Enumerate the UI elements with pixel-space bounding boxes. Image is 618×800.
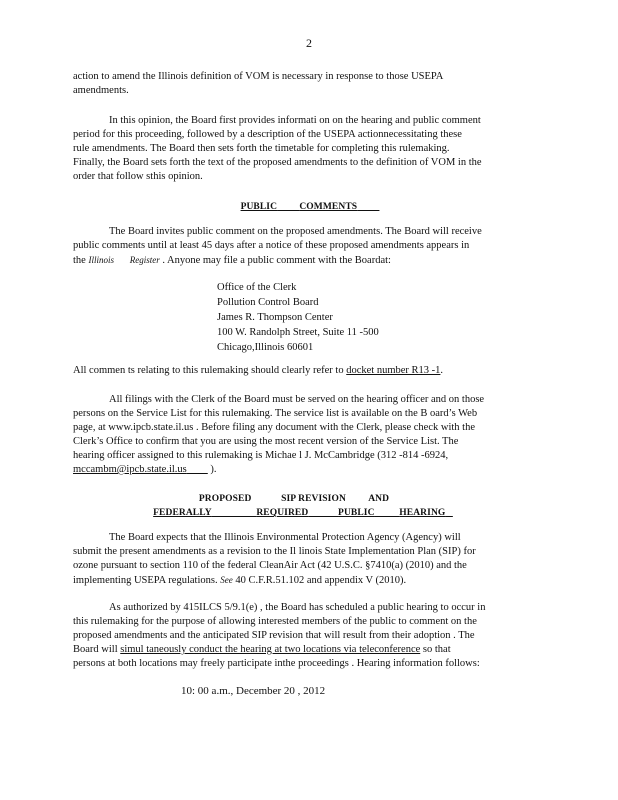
overview-line: period for this proceeding, followed by a description of the USEPA actionnecessitating these bbox=[73, 129, 462, 140]
email-underline-gap bbox=[187, 464, 208, 475]
address-line: James R. Thompson Center bbox=[217, 312, 333, 323]
address-line: 100 W. Randolph Street, Suite 11 -500 bbox=[217, 327, 379, 338]
heading-gap bbox=[308, 508, 338, 518]
sip-heading-line2 bbox=[0, 506, 612, 520]
docket-number: docket number R13 -1 bbox=[346, 365, 441, 376]
heading-gap bbox=[277, 202, 299, 212]
heading-word: PROPOSED bbox=[198, 494, 252, 504]
page-number: 2 bbox=[306, 36, 312, 50]
hearing-line bbox=[73, 643, 541, 657]
docket-paragraph bbox=[73, 364, 541, 378]
sip-heading-line1 bbox=[0, 492, 618, 506]
docket-text: . bbox=[440, 365, 444, 376]
heading-gap bbox=[375, 508, 400, 518]
heading-gap bbox=[445, 508, 452, 518]
register-italic: Illinois bbox=[88, 255, 114, 265]
filings-line: hearing officer assigned to this rulemaking is Michae l J. McCambridge (312 -814 -6924, bbox=[73, 450, 449, 461]
public-comments-heading bbox=[0, 200, 618, 214]
filings-text: ). bbox=[207, 464, 217, 475]
docket-line bbox=[73, 364, 541, 378]
comments-line: The Board invites public comment on the proposed amendments. The Board will receive bbox=[109, 226, 482, 237]
filings-paragraph bbox=[73, 393, 541, 477]
docket-text: All commen ts relating to this rulemaking should clearly refer to bbox=[73, 365, 347, 376]
hearing-underlined: simul taneously conduct the hearing at two locations via teleconference bbox=[120, 644, 421, 655]
heading-word: FEDERALLY bbox=[153, 508, 212, 518]
overview-line: rule amendments. The Board then sets forth the timetable for completing this rulemaking. bbox=[73, 143, 450, 154]
heading-word: REQUIRED bbox=[256, 508, 309, 518]
address-line: Chicago,Illinois 60601 bbox=[217, 342, 314, 353]
sip-paragraph bbox=[73, 531, 541, 588]
overview-line: Finally, the Board sets forth the text of the proposed amendments to the definition of VOM in the bbox=[73, 157, 482, 168]
email-link[interactable]: mccambm@ipcb.state.il.us bbox=[73, 464, 187, 475]
address-line: Pollution Control Board bbox=[217, 297, 319, 308]
filings-line: All filings with the Clerk of the Board must be served on the hearing officer and on those bbox=[109, 394, 485, 405]
public-comments-paragraph bbox=[73, 225, 541, 268]
comments-line: public comments until at least 45 days after a notice of these proposed amendments appears in bbox=[73, 240, 470, 251]
sip-line: The Board expects that the Illinois Environmental Protection Agency (Agency) will bbox=[109, 532, 461, 543]
hearing-text: Board will bbox=[73, 644, 121, 655]
filings-line: Clerk’s Office to confirm that you are using the most recent version of the Service List. The bbox=[73, 436, 459, 447]
sip-text: implementing USEPA regulations. bbox=[73, 575, 221, 586]
address-line: Office of the Clerk bbox=[217, 282, 297, 293]
filings-line: persons on the Service List for this rulemaking. The service list is available on the B oard’s Web bbox=[73, 408, 478, 419]
hearing-line: this rulemaking for the purpose of allowing interested members of the public to comment on the bbox=[73, 616, 477, 627]
sip-line bbox=[73, 573, 541, 588]
hearing-line: persons at both locations may freely participate inthe proceedings . Hearing information follows: bbox=[73, 658, 480, 669]
sip-line: submit the present amendments as a revision to the Il linois State Implementation Plan (SIP) for bbox=[73, 546, 476, 557]
intro-paragraph bbox=[73, 70, 541, 98]
heading-word: PUBLIC bbox=[338, 508, 375, 518]
hearing-text: so that bbox=[420, 644, 451, 655]
overview-paragraph bbox=[73, 114, 541, 184]
heading-word: PUBLIC bbox=[240, 202, 278, 212]
see-italic: See bbox=[220, 575, 233, 585]
hearing-line: As authorized by 415ILCS 5/9.1(e) , the Board has scheduled a public hearing to occur in bbox=[109, 602, 486, 613]
clerk-address bbox=[217, 281, 517, 356]
intro-line: amendments. bbox=[73, 85, 129, 96]
register-italic: Register bbox=[129, 255, 160, 265]
hearing-line: proposed amendments and the anticipated SIP revision that will result from their adoption . The bbox=[73, 630, 475, 641]
filings-line bbox=[73, 463, 541, 477]
intro-line: action to amend the Illinois definition of VOM is necessary in response to those USEPA bbox=[73, 71, 444, 82]
comments-line bbox=[73, 253, 541, 268]
overview-line: order that follow sthis opinion. bbox=[73, 171, 203, 182]
heading-gap bbox=[212, 508, 257, 518]
filings-line: page, at www.ipcb.state.il.us . Before filing any document with the Clerk, please check with the bbox=[73, 422, 475, 433]
heading-word: AND bbox=[368, 494, 390, 504]
sip-text: 40 C.F.R.51.102 and appendix V (2010). bbox=[232, 575, 407, 586]
comments-text: . Anyone may file a public comment with the Boardat: bbox=[159, 255, 391, 266]
heading-word: SIP REVISION bbox=[281, 494, 346, 504]
heading-word: HEARING bbox=[399, 508, 446, 518]
heading-word: COMMENTS bbox=[299, 202, 358, 212]
overview-line: In this opinion, the Board first provides informati on on the hearing and public comment bbox=[109, 115, 481, 126]
heading-gap bbox=[357, 202, 379, 212]
hearing-paragraph bbox=[73, 601, 541, 671]
sip-line: ozone pursuant to section 110 of the federal CleanAir Act (42 U.S.C. §7410(a) (2010) and the bbox=[73, 560, 467, 571]
comments-text: the bbox=[73, 255, 86, 266]
hearing-date-time: 10: 00 a.m., December 20 , 2012 bbox=[181, 685, 326, 697]
